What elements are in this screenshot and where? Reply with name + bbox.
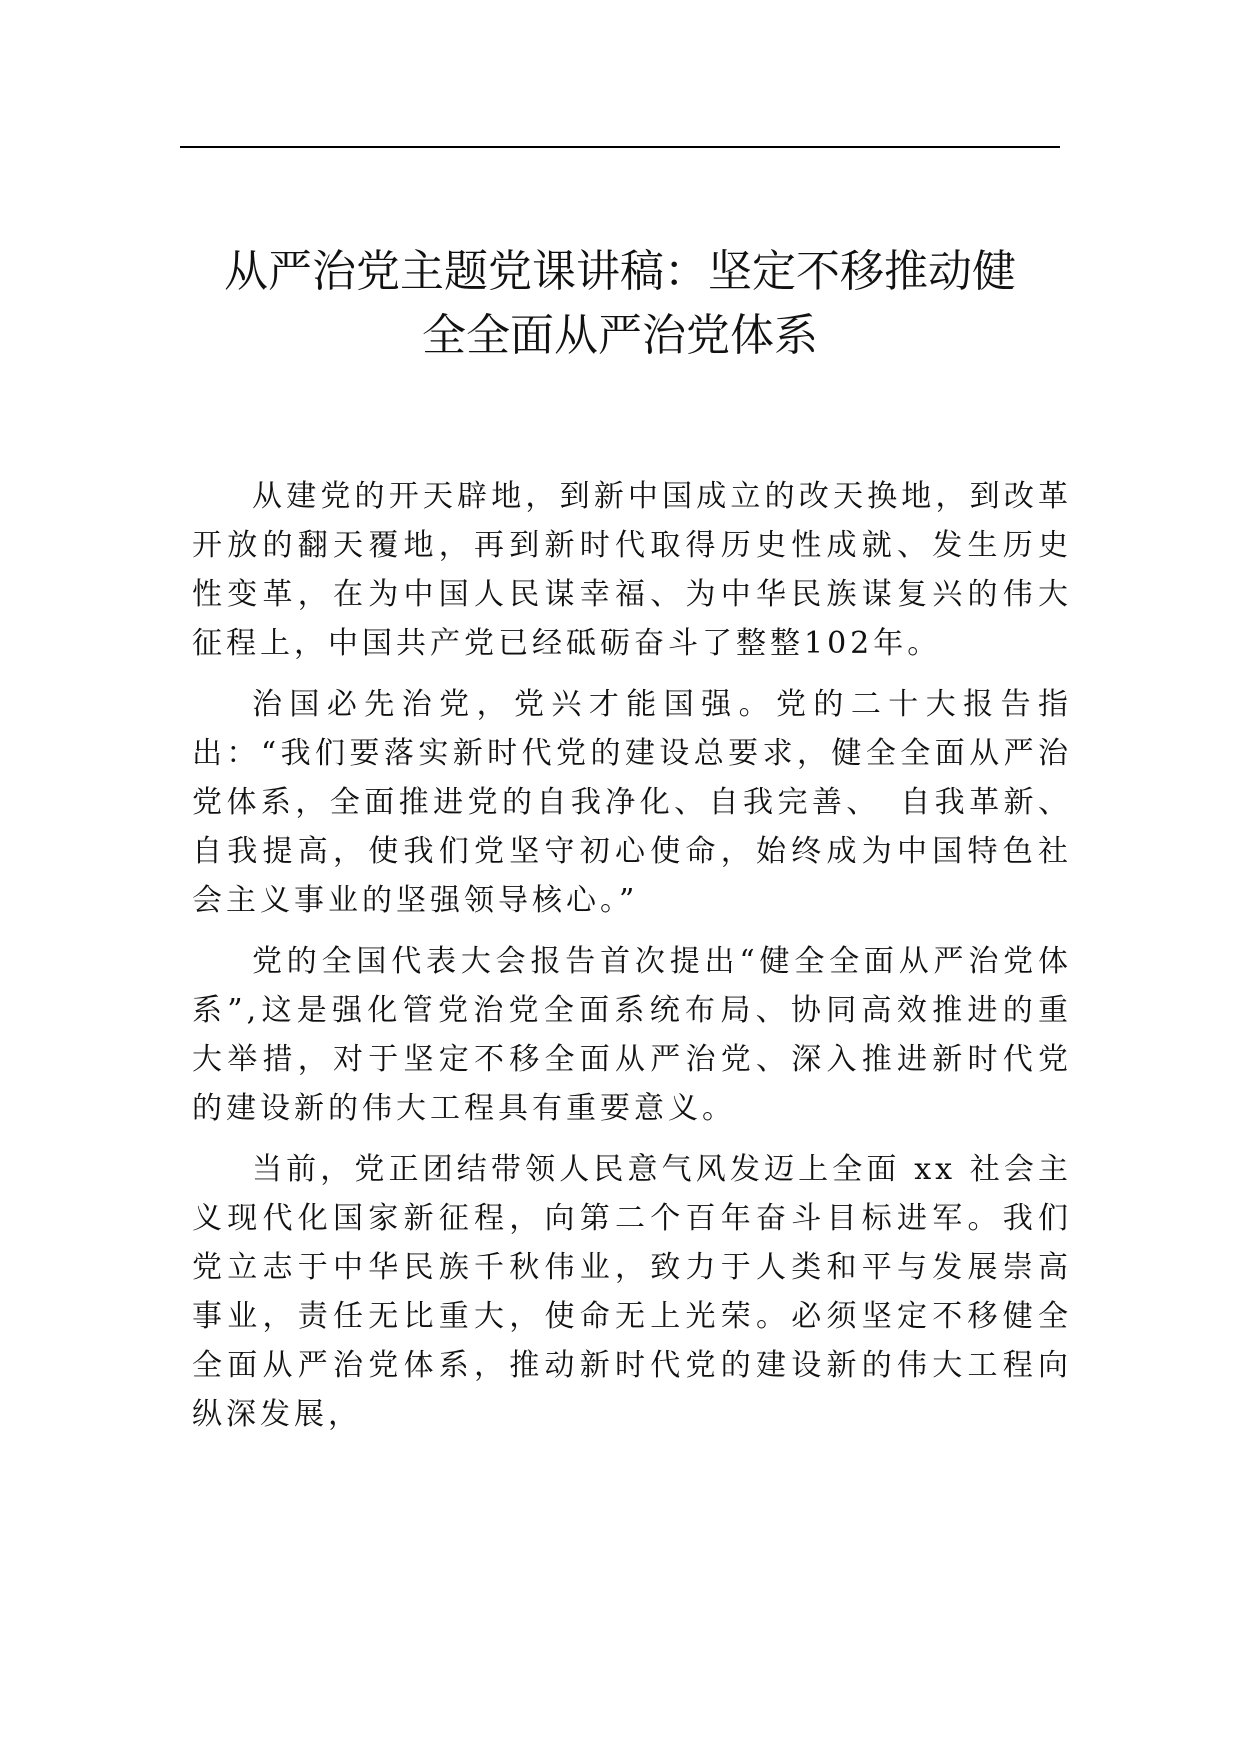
document-body bbox=[192, 472, 1072, 1451]
title-line-2: 全全面从严治党体系 bbox=[422, 310, 818, 361]
paragraph-4: 当前，党正团结带领人民意气风发迈上全面 xx 社会主义现代化国家新征程，向第二个百年奋斗目标进军。我们党立志于中华民族千秋伟业，致力于人类和平与发展崇高事业，责任无比重大，使命无上光荣。必须坚定不移健全全面从严治党体系，推动新时代党的建设新的伟大工程向纵深发展， bbox=[192, 1152, 1072, 1432]
header-rule bbox=[180, 146, 1060, 148]
title-line-1: 从严治党主题党课讲稿：坚定不移推动健 bbox=[224, 246, 1016, 297]
paragraph-3: 党的全国代表大会报告首次提出“健全全面从严治党体系”,这是强化管党治党全面系统布局、协同高效推进的重大举措，对于坚定不移全面从严治党、深入推进新时代党的建设新的伟大工程具有重要意义。 bbox=[192, 944, 1072, 1126]
paragraph-1: 从建党的开天辟地，到新中国成立的改天换地，到改革开放的翻天覆地，再到新时代取得历史性成就、发生历史性变革，在为中国人民谋幸福、为中华民族谋复兴的伟大征程上，中国共产党已经砥砺奋斗了整整102年。 bbox=[192, 479, 1072, 661]
document-title bbox=[150, 240, 1090, 368]
paragraph-2: 治国必先治党，党兴才能国强。党的二十大报告指出：“我们要落实新时代党的建设总要求，健全全面从严治党体系，全面推进党的自我净化、自我完善、 自我革新、自我提高，使我们党坚守初心使命，始终成为中国特色社会主义事业的坚强领导核心。” bbox=[192, 687, 1072, 918]
